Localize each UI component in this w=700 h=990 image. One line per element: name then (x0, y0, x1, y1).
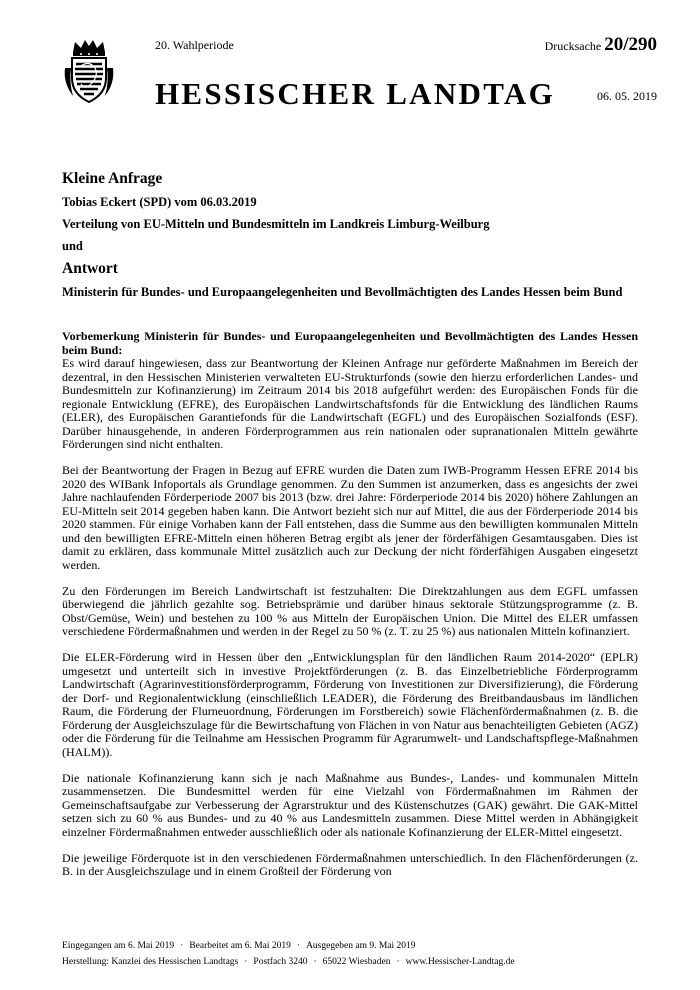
author-line: Tobias Eckert (SPD) vom 06.03.2019 (62, 195, 257, 209)
document-body (62, 330, 638, 891)
document-heading (62, 170, 642, 306)
document-kind: Kleine Anfrage (62, 170, 163, 187)
footer-website-link[interactable]: www.Hessischer-Landtag.de (405, 957, 515, 967)
wahlperiode: 20. Wahlperiode (155, 38, 234, 52)
footer-bearbeitet: Bearbeitet am 6. Mai 2019 (189, 941, 291, 951)
paragraph-efre: Bei der Beantwortung der Fragen in Bezug auf EFRE wurden die Daten zum IWB-Programm Hessen EFRE 2014 bis 2020 des WIBank Infoportals als Grundlage genommen. Zu den Summen ist anzumerken, dass es angesichts der zwei Jahre nachlaufenden Förderperiode 2007 bis 2013 (bzw. drei Jahre: Förderperiode 2014 bis 2020) höhere Zahlungen an EU-Mitteln seit 2014 gegeben haben kann. Die Antwort bezieht sich nur auf Mittel, die aus der Förderperiode 2014 bis 2020 stammen. Für einige Vorhaben kann der Fall entstehen, dass die Summe aus den bewilligten kommunalen Mitteln und den bewilligten EFRE-Mitteln einen höheren Betrag ergibt als jener der förderfähigen Gesamtausgaben. Dies ist damit zu erklären, dass kommunale Mittel zusätzlich auch zur Deckung der nicht förderfähigen Ausgaben eingesetzt werden. (62, 463, 638, 572)
paragraph-foerderquote: Die jeweilige Förderquote ist in den verschiedenen Fördermaßnahmen unterschiedlich. In den Flächenförderungen (z. B. in der Ausgleichszulage und in einem Großteil der Förderung von (62, 850, 638, 878)
subject-line: Verteilung von EU-Mitteln und Bundesmitteln im Landkreis Limburg-Weilburg (62, 217, 490, 231)
vorbemerkung-text: Es wird darauf hingewiesen, dass zur Beantwortung der Kleinen Anfrage nur geförderte Maßnahmen im Bereich der dezentral, in den Hessischen Ministerien verwalteten EU-Strukturfonds (sowie den hierzu erforderlichen Landes- und Bundesmitteln zur Kofinanzierung) im Zeitraum 2014 bis 2018 aufgeführt werden: des Europäischen Fonds für die regionale Entwicklung (EFRE), des Europäischen Landwirtschaftsfonds für die Entwicklung des ländlichen Raums (ELER), des Europäischen Garantiefonds für die Landwirtschaft (EGFL) und des Europäischen Sozialfonds (ESF). Darüber hinausgehende, in anderen Förderprogrammen aus rein nationalen oder supranationalen Mitteln gewährte Förderungen sind nicht enthalten. (62, 356, 638, 451)
vorbemerkung-title: Vorbemerkung Ministerin für Bundes- und Europaangelegenheiten und Bevollmächtigten des Landes Hessen beim Bund: (62, 329, 638, 357)
paragraph-kofinanzierung: Die nationale Kofinanzierung kann sich je nach Maßnahme aus Bundes-, Landes- und kommunalen Mitteln zusammensetzen. Die Bundesmittel werden für eine Vielzahl von Fördermaßnahmen im Rahmen der Gemeinschaftsaufgabe zur Verbesserung der Agrarstruktur und des Küstenschutzes (GAK) gewährt. Die GAK-Mittel setzen sich zu 60 % aus Bundes- und zu 40 % aus Landesmitteln zusammen. Diese Mittel werden in Abhängigkeit einzelner Fördermaßnahmen entweder ausschließlich oder als nationale Kofinanzierung der ELER-Mittel eingesetzt. (62, 770, 638, 839)
footer-separator: · (296, 941, 301, 951)
footer-ausgegeben: Ausgegeben am 9. Mai 2019 (306, 941, 416, 951)
footer-ort: 65022 Wiesbaden (322, 957, 391, 967)
parliament-title: HESSISCHER LANDTAG (155, 76, 556, 111)
hessen-coat-of-arms-icon (63, 38, 115, 104)
responder-line: Ministerin für Bundes- und Europaangelegenheiten und Bevollmächtigten des Landes Hessen beim Bund (62, 285, 623, 299)
footer-herstellung: Herstellung: Kanzlei des Hessischen Landtags (62, 957, 239, 967)
footer-separator: · (244, 957, 248, 967)
drucksache-number: 20/290 (604, 34, 657, 55)
footer-eingegangen: Eingegangen am 6. Mai 2019 (62, 941, 175, 951)
footer-postfach: Postfach 3240 (253, 957, 308, 967)
footer (62, 938, 662, 970)
antwort-heading: Antwort (62, 260, 118, 277)
drucksache-label: Drucksache (544, 39, 602, 53)
und-line: und (62, 239, 83, 253)
footer-separator: · (313, 957, 317, 967)
document-date: 06. 05. 2019 (597, 89, 657, 103)
footer-separator: · (180, 941, 184, 951)
paragraph-eler: Die ELER-Förderung wird in Hessen über den „Entwicklungsplan für den ländlichen Raum 2014-2020“ (EPLR) umgesetzt und unterteilt sich in investive Projektförderungen (z. B. das Einzelbetriebliche Förderprogramm Landwirtschaft (Agrarinvestitionsförderprogramm, Förderung von Investitionen zur Diversifizierung), die Förderung der Dorf- und Regionalentwicklung (einschließlich LEADER), die Förderung des Breitbandausbaus im ländlichen Raum, die Förderung der Flurneuordnung, Förderungen im Forstbereich) sowie Flächenfördermaßnahmen (z. B. die Förderung der Ausgleichszulage für die Bewirtschaftung von Flächen in von Natur aus benachteiligten Gebieten (AGZ) oder die Förderung für die Teilnahme am Hessischen Programm für Agrarumwelt- und Landschaftspflege-Maßnahmen (HALM)). (62, 650, 638, 759)
footer-imprint (62, 954, 662, 970)
paragraph-landwirtschaft: Zu den Förderungen im Bereich Landwirtschaft ist festzuhalten: Die Direktzahlungen aus dem EGFL umfassen überwiegend die jährlich gezahlte sog. Betriebsprämie und darüber hinaus sektorale Stützungsprogramme (z. B. Obst/Gemüse, Wein) und bestehen zu 100 % aus Mitteln der Europäischen Union. Die Mittel des ELER umfassen verschiedene Fördermaßnahmen und werden in der Regel zu 50 % (z. T. zu 25 %) aus nationalen Mitteln kofinanziert. (62, 583, 638, 638)
footer-separator: · (396, 957, 400, 967)
footer-dates (62, 938, 662, 954)
drucksache (545, 34, 657, 56)
